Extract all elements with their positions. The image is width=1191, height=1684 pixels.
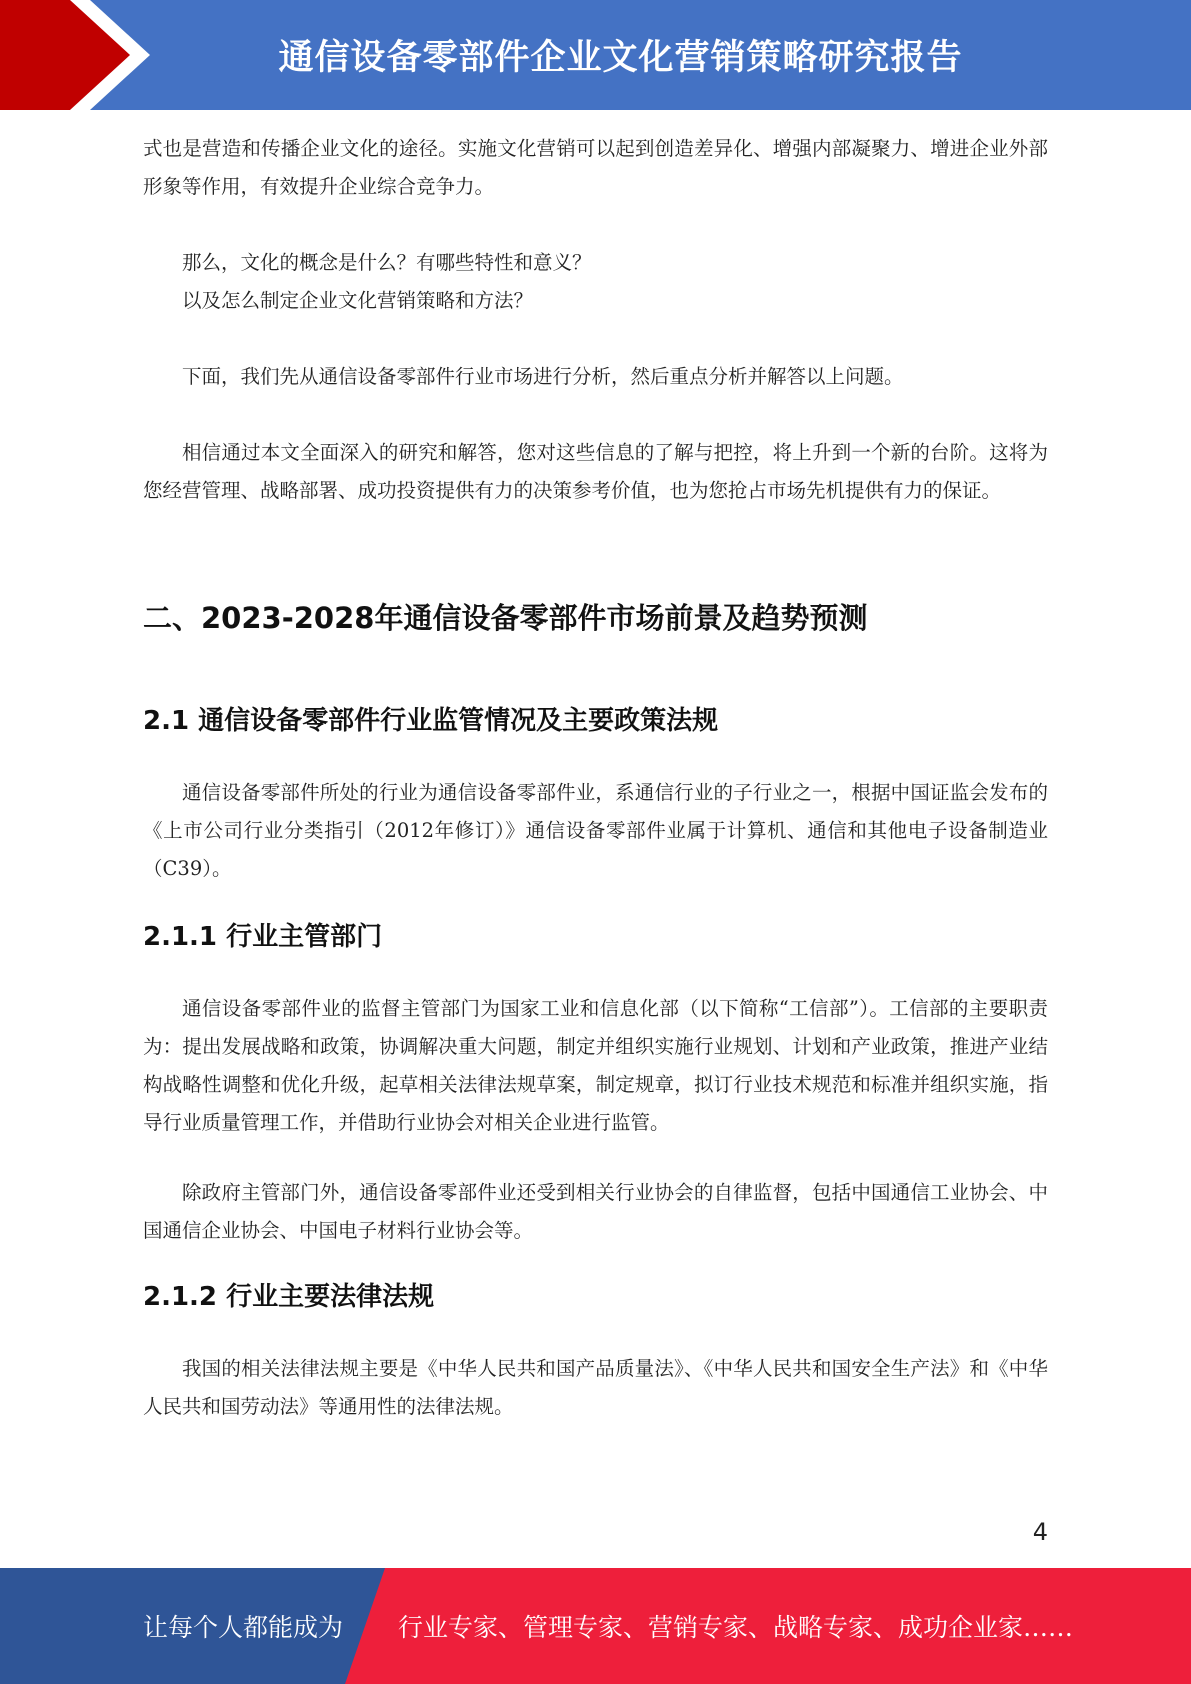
paragraph-2-1-1-a: 通信设备零部件业的监督主管部门为国家工业和信息化部（以下简称“工信部”）。工信部的主要职责为：提出发展战略和政策，协调解决重大问题，制定并组织实施行业规划、计划和产业政策，推进产业结构战略性调整和优化升级，起草相关法律法规草案，制定规章，拟订行业技术规范和标准并组织实施，指导行业质量管理工作，并借助行业协会对相关企业进行监管。 <box>143 997 1048 1134</box>
paragraph-2-1-1-b: 除政府主管部门外，通信设备零部件业还受到相关行业协会的自律监督，包括中国通信工业协会、中国通信企业协会、中国电子材料行业协会等。 <box>143 1181 1048 1242</box>
subsection-heading-2-1-2: 2.1.2 行业主要法律法规 <box>143 1282 435 1312</box>
question-1: 那么，文化的概念是什么？有哪些特性和意义？ <box>182 251 592 274</box>
subsection-heading-2-1: 2.1 通信设备零部件行业监管情况及主要政策法规 <box>143 706 719 736</box>
paragraph-value: 相信通过本文全面深入的研究和解答，您对这些信息的了解与把控，将上升到一个新的台阶。这将为您经营管理、战略部署、成功投资提供有力的决策参考价值，也为您抢占市场先机提供有力的保证。 <box>143 441 1048 502</box>
page-footer <box>0 1568 1191 1684</box>
paragraph-2-1-2: 我国的相关法律法规主要是《中华人民共和国产品质量法》、《中华人民共和国安全生产法》和《中华人民共和国劳动法》等通用性的法律法规。 <box>143 1357 1048 1418</box>
question-block <box>143 244 1048 320</box>
paragraph-intro-continued: 式也是营造和传播企业文化的途径。实施文化营销可以起到创造差异化、增强内部凝聚力、增进企业外部形象等作用，有效提升企业综合竞争力。 <box>143 137 1048 198</box>
page-number: 4 <box>1032 1518 1048 1546</box>
paragraph-overview: 下面，我们先从通信设备零部件行业市场进行分析，然后重点分析并解答以上问题。 <box>182 365 904 388</box>
subsection-heading-2-1-1: 2.1.1 行业主管部门 <box>143 922 383 952</box>
section-heading: 二、2023-2028年通信设备零部件市场前景及趋势预测 <box>143 601 868 635</box>
header-title: 通信设备零部件企业文化营销策略研究报告 <box>278 38 963 78</box>
page-header <box>0 0 1191 110</box>
footer-slogan-right: 行业专家、管理专家、营销专家、战略专家、成功企业家…… <box>398 1613 1074 1642</box>
question-2: 以及怎么制定企业文化营销策略和方法？ <box>182 289 534 312</box>
footer-slogan-left: 让每个人都能成为 <box>143 1613 344 1642</box>
paragraph-2-1: 通信设备零部件所处的行业为通信设备零部件业，系通信行业的子行业之一，根据中国证监会发布的《上市公司行业分类指引（2012年修订）》通信设备零部件业属于计算机、通信和其他电子设备制造业（C39）。 <box>143 781 1048 880</box>
